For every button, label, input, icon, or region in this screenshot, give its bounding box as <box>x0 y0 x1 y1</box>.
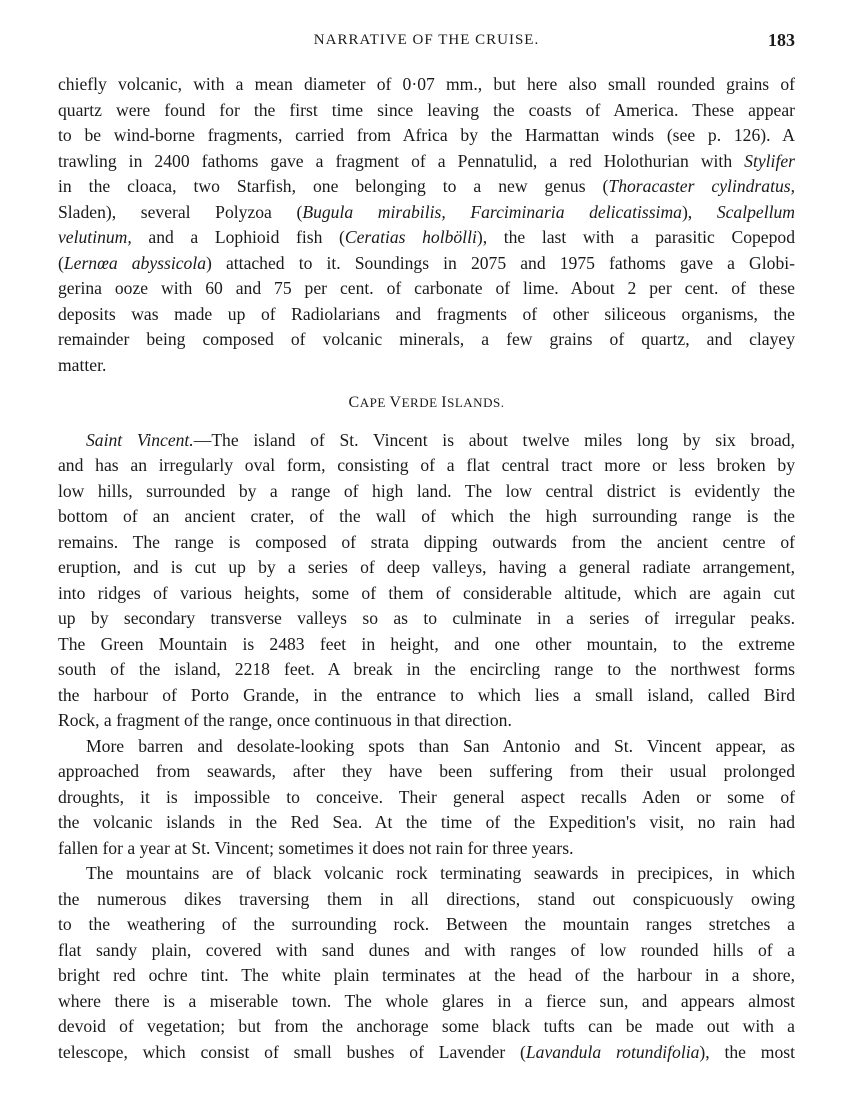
heading-text: V <box>389 394 402 411</box>
italic-text: Scalpellum <box>716 201 796 222</box>
text-span: The mountains are of black volcanic rock terminating seawards in precipices, in which <box>86 863 795 883</box>
text-span: gerina ooze with 60 and 75 per cent. of carbonate of lime. About 2 per cent. of these <box>58 278 795 298</box>
section-heading <box>58 390 795 416</box>
text-span: The Green Mountain is 2483 feet in height, and one other mountain, to the extreme <box>58 633 795 654</box>
italic-text: velutinum, <box>58 227 132 247</box>
text-line <box>58 72 795 98</box>
text-line <box>58 428 795 454</box>
text-line <box>58 938 795 964</box>
text-span: Sladen), several Polyzoa ( <box>58 201 303 222</box>
text-span: to be wind-borne fragments, carried from Africa by the Harmattan winds (see p. 126). A <box>58 125 795 145</box>
italic-text: Stylifer <box>744 150 795 171</box>
text-line <box>58 149 795 175</box>
heading-text: C <box>348 394 360 411</box>
text-line <box>58 98 795 124</box>
text-line <box>58 785 795 811</box>
text-span: Rock, a fragment of the range, once continuous in that direction. <box>58 710 512 730</box>
text-span: in the cloaca, two Starfish, one belonging to a new genus ( <box>58 176 609 196</box>
text-span: and a Lophioid fish ( <box>131 227 345 247</box>
heading-text: ERDE <box>401 395 442 410</box>
text-span: to the weathering of the surrounding rock. Between the mountain ranges stretches a <box>58 914 795 934</box>
text-line <box>58 861 795 887</box>
text-line <box>58 989 795 1015</box>
text-line <box>58 708 795 734</box>
text-line <box>58 632 795 658</box>
text-span: the numerous dikes traversing them in all directions, stand out conspicuously owing <box>58 888 795 909</box>
paragraph <box>58 72 795 378</box>
text-span: remainder being composed of volcanic minerals, a few grains of quartz, and clayey <box>58 329 795 349</box>
text-span: chiefly volcanic, with a mean diameter of 0·07 mm., but here also small rounded grains of <box>58 74 795 94</box>
text-span: trawling in 2400 fathoms gave a fragment of a Pennatulid, a red Holothurian with <box>58 150 745 171</box>
text-line <box>58 606 795 632</box>
text-span: eruption, and is cut up by a series of deep valleys, having a general radiate arrangement, <box>58 557 795 577</box>
text-span: the harbour of Porto Grande, in the entrance to which lies a small island, called Bird <box>58 684 795 705</box>
paragraph <box>58 428 795 734</box>
text-line <box>58 810 795 836</box>
italic-text: Saint Vincent. <box>86 429 194 450</box>
text-line <box>58 912 795 938</box>
page-number: 183 <box>768 30 795 50</box>
text-span: ), the most <box>699 1041 795 1062</box>
running-header <box>58 30 795 54</box>
heading-text: I <box>441 394 448 411</box>
text-span: ( <box>58 252 64 273</box>
text-line <box>58 123 795 149</box>
italic-text: Lavandula rotundifolia <box>525 1041 700 1062</box>
text-span: ), <box>681 201 717 222</box>
text-span: remains. The range is composed of strata dipping outwards from the ancient centre of <box>58 531 795 552</box>
text-line <box>58 530 795 556</box>
text-span: deposits was made up of Radiolarians and fragments of other siliceous organisms, the <box>58 303 795 324</box>
heading-text: SLANDS. <box>447 395 505 410</box>
text-line <box>58 302 795 328</box>
italic-text: Ceratias holbölli <box>344 227 477 247</box>
text-line <box>58 353 795 379</box>
text-span: —The island of St. Vincent is about twelve miles long by six broad, <box>193 429 795 450</box>
page-body <box>58 72 795 1065</box>
text-span: ), the last with a parasitic Copepod <box>476 227 795 247</box>
text-span: bright red ochre tint. The white plain terminates at the head of the harbour in a shore, <box>58 965 795 985</box>
text-span: droughts, it is impossible to conceive. Their general aspect recalls Aden or some of <box>58 786 795 807</box>
text-span: More barren and desolate-looking spots than San Antonio and St. Vincent appear, as <box>86 735 795 756</box>
text-span: low hills, surrounded by a range of high land. The low central district is evidently the <box>58 480 795 501</box>
text-line <box>58 200 795 226</box>
text-line <box>58 836 795 862</box>
text-line <box>58 1040 795 1066</box>
heading-text: APE <box>359 395 390 410</box>
text-span: the volcanic islands in the Red Sea. At the time of the Expedition's visit, no rain had <box>58 812 795 832</box>
text-line <box>58 963 795 989</box>
text-line <box>58 734 795 760</box>
text-span: devoid of vegetation; but from the anchorage some black tufts can be made out with a <box>58 1016 795 1036</box>
paragraph <box>58 734 795 862</box>
text-span: matter. <box>58 354 107 375</box>
paragraph <box>58 861 795 1065</box>
text-span: and has an irregularly oval form, consisting of a flat central tract more or less broken by <box>58 455 795 475</box>
text-span: ) attached to it. Soundings in 2075 and 1975 fathoms gave a Globi- <box>206 252 795 273</box>
text-span: into ridges of various heights, some of them of considerable altitude, which are again cut <box>58 582 795 603</box>
text-line <box>58 683 795 709</box>
text-span: south of the island, 2218 feet. A break in the encircling range to the northwest forms <box>58 659 795 679</box>
text-line <box>58 174 795 200</box>
text-span: telescope, which consist of small bushes of Lavender ( <box>58 1041 526 1062</box>
text-line <box>58 327 795 353</box>
text-line <box>58 251 795 277</box>
text-span: bottom of an ancient crater, of the wall of which the high surrounding range is the <box>58 506 795 526</box>
text-span: flat sandy plain, covered with sand dunes and with ranges of low rounded hills of a <box>58 939 795 960</box>
text-line <box>58 225 795 251</box>
text-line <box>58 504 795 530</box>
text-line <box>58 479 795 505</box>
text-span: up by secondary transverse valleys so as to culminate in a series of irregular peaks. <box>58 608 795 628</box>
italic-text: Bugula mirabilis, Farciminaria delicatissima <box>302 201 682 222</box>
text-line <box>58 276 795 302</box>
text-span: approached from seawards, after they have been suffering from their usual prolonged <box>58 761 795 781</box>
text-line <box>58 759 795 785</box>
text-line <box>58 657 795 683</box>
text-span: quartz were found for the first time since leaving the coasts of America. These appear <box>58 99 795 120</box>
text-span: where there is a miserable town. The whole glares in a fierce sun, and appears almost <box>58 990 795 1011</box>
italic-text: Lernœa abyssicola <box>63 252 207 273</box>
text-line <box>58 555 795 581</box>
text-line <box>58 453 795 479</box>
text-span: fallen for a year at St. Vincent; sometimes it does not rain for three years. <box>58 837 574 858</box>
text-line <box>58 1014 795 1040</box>
text-line <box>58 581 795 607</box>
text-line <box>58 887 795 913</box>
italic-text: Thoracaster cylindratus, <box>608 176 795 196</box>
running-title: NARRATIVE OF THE CRUISE. <box>313 32 540 48</box>
